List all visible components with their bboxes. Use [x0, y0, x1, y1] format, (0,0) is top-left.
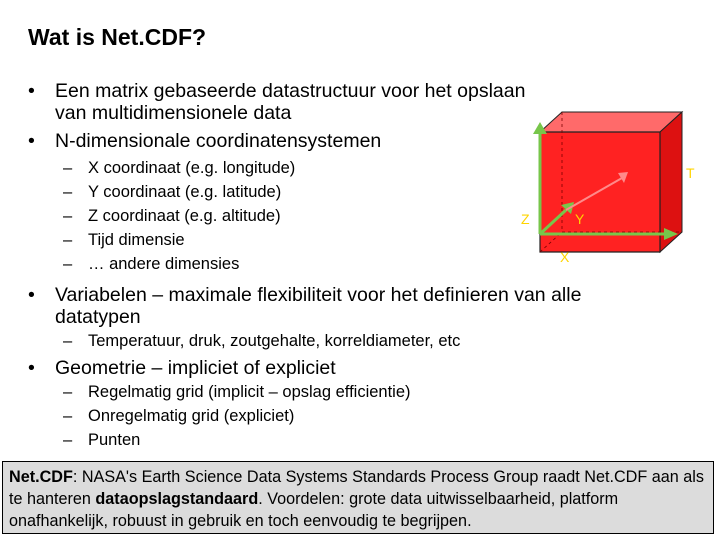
sub-dash: –	[63, 383, 73, 401]
sub-item-irregular-grid	[63, 406, 294, 426]
sub-item-variable-types	[63, 331, 460, 351]
sub-item-other	[63, 254, 239, 274]
x-axis-label: X	[560, 249, 570, 265]
sub-text: Regelmatig grid (implicit – opslag efficientie)	[88, 383, 411, 401]
sub-text: Punten	[88, 431, 141, 449]
sub-dash: –	[63, 431, 73, 449]
sub-text: Tijd dimensie	[88, 231, 185, 249]
sub-dash: –	[63, 159, 73, 177]
sub-dash: –	[63, 255, 73, 273]
sub-item-time	[63, 230, 185, 250]
sub-dash: –	[63, 207, 73, 225]
sub-item-x	[63, 158, 295, 178]
netcdf-note-box	[2, 461, 714, 534]
bullet-dot: •	[28, 357, 35, 379]
sub-text: Temperatuur, druk, zoutgehalte, korreldiameter, etc	[88, 332, 461, 350]
sub-item-points	[63, 430, 140, 450]
sub-dash: –	[63, 407, 73, 425]
note-text-2: . Voordelen: grote data uitwisselbaarheid, platform onafhankelijk, robuust in gebruik en toch eenvoudig te begrijpen.	[9, 490, 619, 530]
note-strong-netcdf: Net.CDF	[9, 468, 73, 486]
coordinate-cube-diagram	[500, 100, 710, 270]
sub-text: … andere dimensies	[88, 255, 240, 273]
bullet-variables	[28, 284, 668, 328]
bullet-dot: •	[28, 130, 35, 152]
note-strong-standard: dataopslagstandaard	[95, 490, 259, 508]
bullet-text: Variabelen – maximale flexibiliteit voor het definieren van alle datatypen	[55, 284, 582, 328]
bullet-dot: •	[28, 284, 35, 306]
bullet-dot: •	[28, 80, 35, 102]
z-axis-label: Z	[521, 211, 530, 227]
sub-text: Y coordinaat (e.g. latitude)	[88, 183, 282, 201]
cube-top-face	[540, 112, 682, 132]
bullet-matrix	[28, 80, 558, 124]
sub-text: Onregelmatig grid (expliciet)	[88, 407, 295, 425]
bullet-coordinates	[28, 130, 508, 152]
t-axis-label: T	[686, 165, 695, 181]
bullet-text: Geometrie – impliciet of expliciet	[55, 357, 336, 379]
note-text-1: : NASA's Earth Science Data Systems Standards Process Group raadt Net.CDF aan als te hanteren	[9, 468, 704, 508]
sub-text: X coordinaat (e.g. longitude)	[88, 159, 296, 177]
bullet-geometry	[28, 357, 628, 379]
sub-text: Z coordinaat (e.g. altitude)	[88, 207, 281, 225]
slide-title: Wat is Net.CDF?	[28, 24, 207, 50]
sub-dash: –	[63, 183, 73, 201]
sub-item-regular-grid	[63, 382, 411, 402]
bullet-text: N-dimensionale coordinatensystemen	[55, 130, 382, 152]
y-axis-label: Y	[575, 211, 585, 227]
bullet-text: Een matrix gebaseerde datastructuur voor het opslaan van multidimensionele data	[55, 80, 526, 124]
sub-dash: –	[63, 231, 73, 249]
sub-item-z	[63, 206, 281, 226]
sub-dash: –	[63, 332, 73, 350]
sub-item-y	[63, 182, 281, 202]
